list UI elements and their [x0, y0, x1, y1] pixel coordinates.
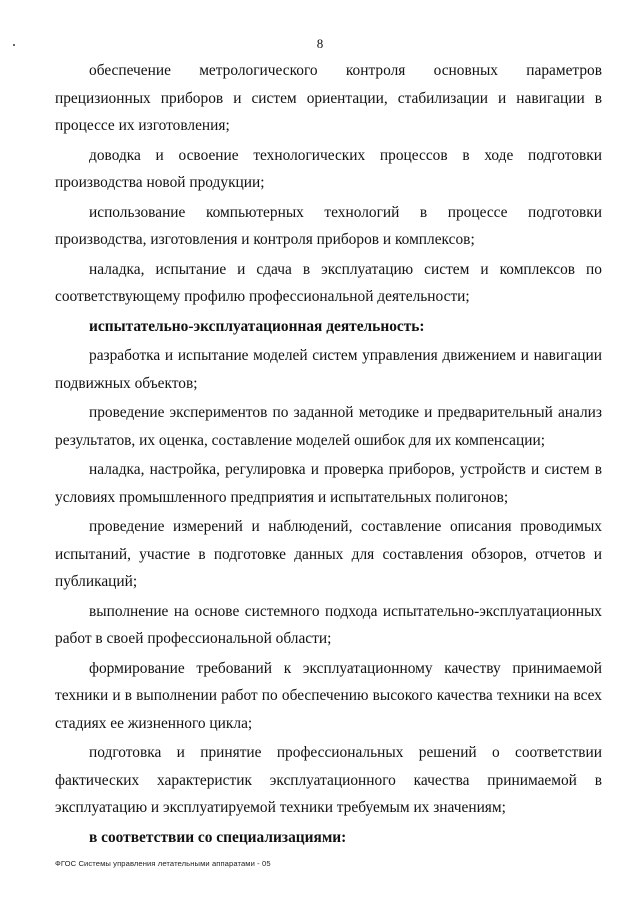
- document-footer: ФГОС Системы управления летательными аппаратами - 05: [55, 859, 271, 868]
- section-heading: испытательно-эксплуатационная деятельность:: [89, 317, 425, 335]
- paragraph: формирование требований к эксплуатационному качеству принимаемой техники и в выполнении работ по обеспечению высокого качества техники на всех стадиях ее жизненного цикла;: [55, 659, 602, 732]
- paragraph: наладка, испытание и сдача в эксплуатацию систем и комплексов по соответствующему профилю профессиональной деятельности;: [55, 260, 602, 305]
- paragraph: использование компьютерных технологий в процессе подготовки производства, изготовления и контроля приборов и комплексов;: [55, 203, 602, 248]
- specialization-heading: в соответствии со специализациями:: [89, 828, 347, 846]
- paragraph: доводка и освоение технологических процессов в ходе подготовки производства новой продукции;: [55, 146, 602, 191]
- page-number: 8: [316, 36, 324, 51]
- paragraph: наладка, настройка, регулировка и проверка приборов, устройств и систем в условиях промышленного предприятия и испытательных полигонов;: [55, 461, 602, 506]
- paragraph: подготовка и принятие профессиональных решений о соответствии фактических характеристик эксплуатационного качества принимаемой в эксплуатацию и эксплуатируемой техники требуемым их значениям;: [55, 744, 602, 816]
- paragraph: проведение измерений и наблюдений, составление описания проводимых испытаний, участие в подготовке данных для составления обзоров, отчетов и публикаций;: [55, 518, 602, 590]
- document-body: [55, 57, 602, 851]
- paragraph: выполнение на основе системного подхода испытательно-эксплуатационных работ в своей профессиональной области;: [55, 602, 602, 647]
- paragraph: разработка и испытание моделей систем управления движением и навигации подвижных объектов;: [55, 347, 602, 392]
- paragraph: проведение экспериментов по заданной методике и предварительный анализ результатов, их оценка, составление моделей ошибок для их компенсации;: [55, 404, 602, 449]
- paragraph: обеспечение метрологического контроля основных параметров прецизионных приборов и систем ориентации, стабилизации и навигации в процессе их изготовления;: [55, 62, 602, 134]
